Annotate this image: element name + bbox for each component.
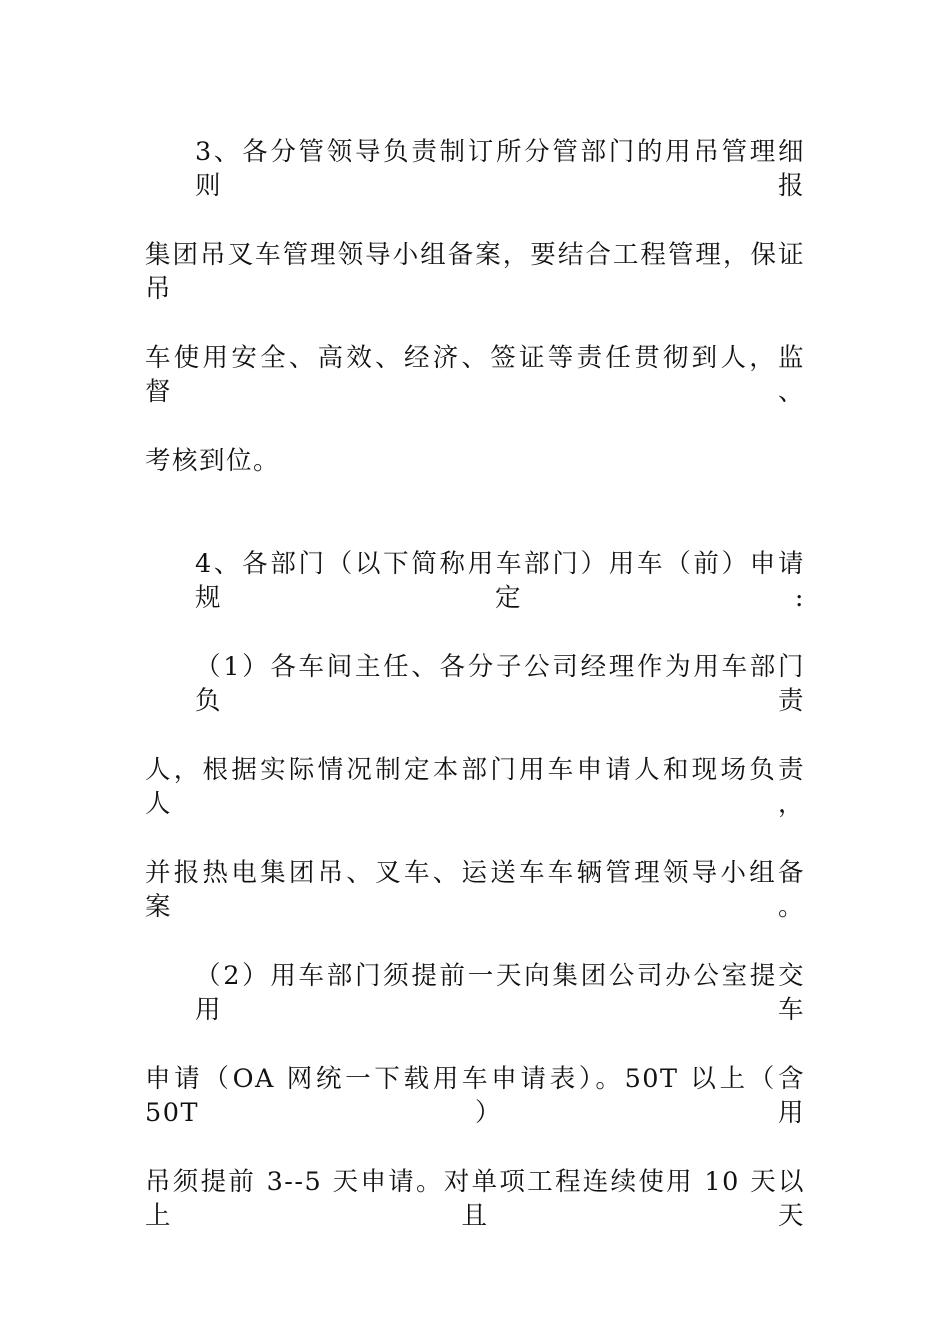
item-1-line-2: 人，根据实际情况制定本部门用车申请人和现场负责人， [145,755,805,819]
item-1-line-3: 并报热电集团吊、叉车、运送车车辆管理领导小组备案。 [145,858,805,922]
paragraph-3-line-1: 3、各分管领导负责制订所分管部门的用吊管理细则报 [195,137,805,201]
item-2-line-2: 申请（OA 网统一下载用车申请表）。50T 以上（含 50T）用 [145,1064,805,1128]
paragraph-4-heading: 4、各部门（以下简称用车部门）用车（前）申请规定: [195,549,805,613]
paragraph-3-line-2: 集团吊叉车管理领导小组备案，要结合工程管理，保证吊 [145,240,805,304]
paragraph-3-line-4: 考核到位。 [145,446,281,476]
paragraph-3-line-3: 车使用安全、高效、经济、签证等责任贯彻到人，监督、 [145,343,805,407]
item-2-line-3: 吊须提前 3--5 天申请。对单项工程连续使用 10 天以上且天 [145,1167,805,1231]
item-2-line-1: （2）用车部门须提前一天向集团公司办公室提交用车 [195,961,805,1025]
item-1-line-1: （1）各车间主任、各分子公司经理作为用车部门负责 [195,652,805,716]
